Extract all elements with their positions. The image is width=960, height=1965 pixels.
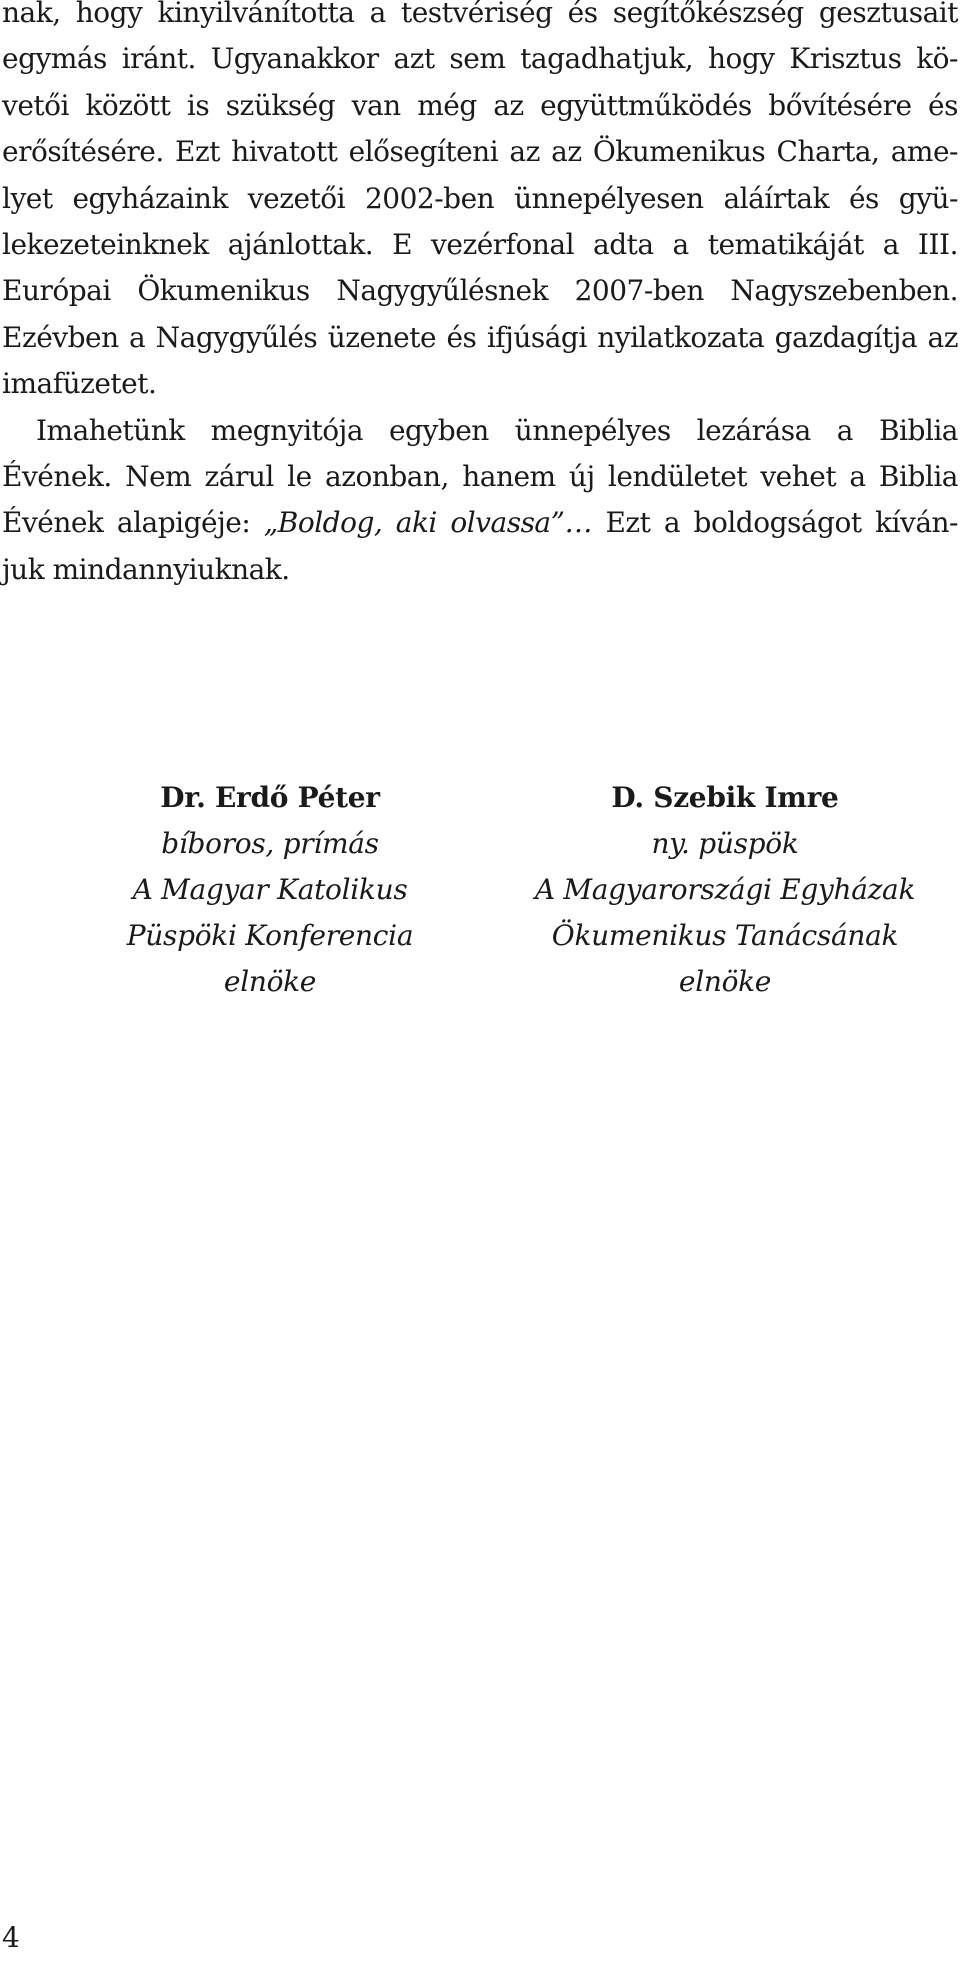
text-line: Évének alapigéje: <box>2 506 264 540</box>
signature-left <box>40 775 500 1005</box>
text-line: imafüzetet. <box>2 367 157 401</box>
bible-motto-quote: „Boldog, aki olvassa”… <box>263 506 592 540</box>
text-line: vetői között is szükség van még az együttműködés bővítésére és <box>2 88 958 122</box>
text-line: Európai Ökumenikus Nagygyűlésnek 2007-ben Nagyszebenben. <box>2 274 958 308</box>
signer-title: Ökumenikus Tanácsának <box>551 919 899 952</box>
text-line: egymás iránt. Ugyanakkor azt sem tagadhatjuk, hogy Krisztus kö- <box>2 42 958 76</box>
text-line: lekezeteinknek ajánlottak. E vezérfonal adta a tematikáját a III. <box>2 228 958 262</box>
signer-name: D. Szebik Imre <box>611 781 839 814</box>
text-line: Évének. Nem zárul le azonban, hanem új lendületet vehet a Biblia <box>2 460 958 494</box>
signer-title: A Magyarországi Egyházak <box>534 873 916 906</box>
text-line: nak, hogy kinyilvánította a testvériség és segítőkészség gesztusait <box>2 0 958 29</box>
text-line: Ezt a boldogságot kíván- <box>591 506 958 540</box>
signatures <box>0 775 960 1015</box>
signer-title: elnöke <box>678 965 772 998</box>
text-line: Ezévben a Nagygyűlés üzenete és ifjúsági nyilatkozata gazdagítja az <box>2 320 958 354</box>
text-line: erősítésére. Ezt hivatott elősegíteni az az Ökumenikus Charta, ame- <box>2 135 958 169</box>
signature-right <box>495 775 955 1005</box>
signer-title: bíboros, prímás <box>161 827 379 860</box>
page-number: 4 <box>2 1921 20 1954</box>
signer-name: Dr. Erdő Péter <box>160 781 380 814</box>
text-line: Imahetünk megnyitója egyben ünnepélyes lezárása a Biblia <box>36 413 958 447</box>
signer-title: Püspöki Konferencia <box>126 919 414 952</box>
body-text <box>2 0 958 593</box>
text-line: lyet egyházaink vezetői 2002-ben ünnepélyesen aláírtak és gyü- <box>2 181 958 215</box>
signer-title: A Magyar Katolikus <box>132 873 408 906</box>
paragraph-1 <box>2 0 958 408</box>
paragraph-2 <box>2 408 958 594</box>
signer-title: elnöke <box>223 965 317 998</box>
signer-title: ny. püspök <box>651 827 799 860</box>
text-line: juk mindannyiuknak. <box>2 552 290 586</box>
